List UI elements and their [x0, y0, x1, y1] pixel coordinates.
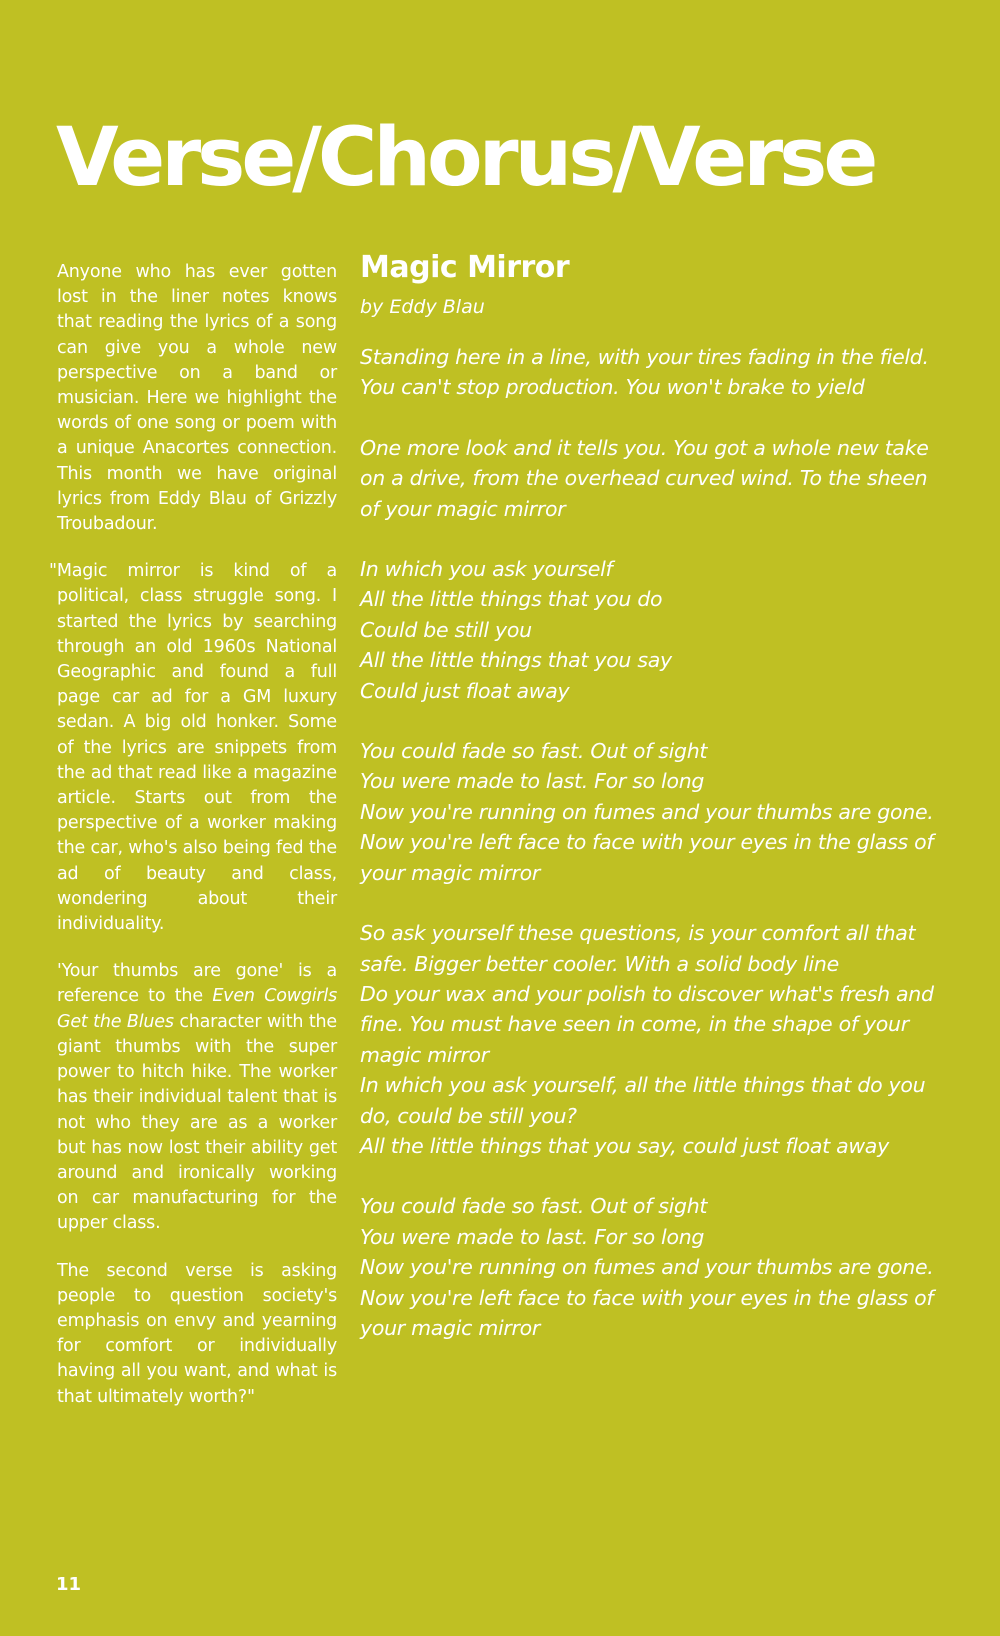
thumbs-text-before: 'Your thumbs are gone' is a reference to the [57, 961, 337, 1007]
thumbs-text-after: character with the giant thumbs with the super power to hitch hike. The worker has their individual talent that is not who they are as a worker but has now lost their ability get around and ironically working on car manufacturing for the upper class. [57, 1011, 337, 1234]
thumbs-paragraph [57, 959, 337, 1236]
lyric-line: Now you're running on fumes and your thumbs are gone. Now you're left face to face with your eyes in the glass of your magic mirror [360, 799, 934, 885]
lyric-line: Could be still you [360, 617, 532, 642]
lyric-line: You were made to last. For so long [360, 1224, 705, 1249]
lyric-line: So ask yourself these questions, is your comfort all that safe. Bigger better cooler. With a solid body line [360, 921, 916, 976]
lyric-line: All the little things that you say [360, 648, 672, 673]
lyric-line: Now you're running on fumes and your thumbs are gone. Now you're left face to face with your eyes in the glass of your magic mirror [360, 1255, 934, 1340]
lyric-line: Standing here in a line, with your tires fading in the field. You can't stop production. You won't brake to yield [360, 345, 929, 400]
stanza-6 [360, 1191, 940, 1343]
stanza-5 [360, 918, 940, 1161]
lyric-line: One more look and it tells you. You got a whole new take on a drive, from the overhead curved wind. To the sheen of your magic mirror [360, 435, 929, 521]
lyric-line: All the little things that you say, could just float away [360, 1133, 889, 1158]
lyric-line: You were made to last. For so long [360, 769, 705, 794]
lyric-line: Could just float away [360, 678, 570, 703]
intro-column [49, 260, 338, 1432]
lyric-line: You could fade so fast. Out of sight [360, 1194, 708, 1219]
page-title: Verse/Chorus/Verse [56, 111, 875, 205]
lyric-line: In which you ask yourself [360, 557, 613, 582]
book-title-emphasis: Even Cowgirls Get the Blues [57, 986, 338, 1032]
lyric-line: You could fade so fast. Out of sight [360, 739, 708, 764]
lyric-line: In which you ask yourself, all the little things that do you do, could be still you? [360, 1073, 926, 1128]
stanza-3 [360, 554, 940, 706]
intro-paragraph: Anyone who has ever gotten lost in the liner notes knows that reading the lyrics of a song can give you a whole new perspective on a band or musician. Here we highlight the words of one song or poem with a unique Anacortes connection. This month we have original lyrics from Eddy Blau of Grizzly Troubadour. [57, 262, 337, 535]
page-number: 11 [56, 1574, 82, 1595]
lyric-line: All the little things that you do [360, 587, 663, 612]
lyrics-column [360, 246, 940, 1373]
song-byline: by Eddy Blau [360, 296, 485, 318]
lyric-line: Do your wax and your polish to discover what's fresh and fine. You must have seen in come, in the shape of your magic mirror [360, 981, 934, 1067]
stanza-2 [360, 433, 940, 524]
stanza-4 [360, 736, 940, 888]
closing-paragraph: The second verse is asking people to question society's emphasis on envy and yearning for comfort or individually having all you want, and what is that ultimately worth?" [57, 1260, 337, 1407]
stanza-1 [360, 342, 940, 403]
quote-paragraph: "Magic mirror is kind of a political, class struggle song. I started the lyrics by searching through an old 1960s National Geographic and found a full page car ad for a GM luxury sedan. A big old honker. Some of the lyrics are snippets from the ad that read like a magazine article. Starts out from the perspective of a worker making the car, who's also being fed the ad of beauty and class, wondering about their individuality. [49, 561, 337, 935]
song-title: Magic Mirror [360, 250, 570, 285]
